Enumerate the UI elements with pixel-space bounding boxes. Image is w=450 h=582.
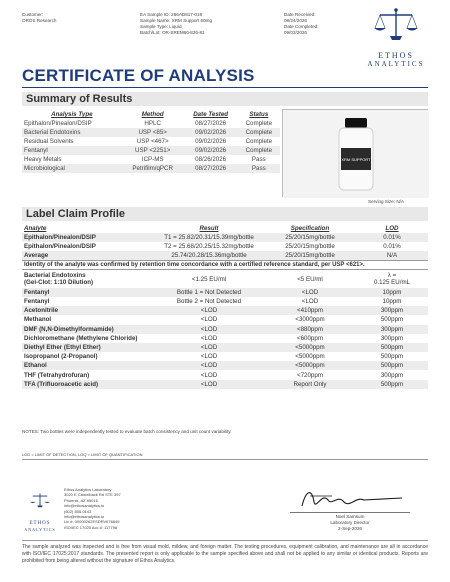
col-method: Method	[141, 111, 164, 118]
lab-iso: ISO/IEC 17025 Acc #: 117798	[64, 524, 118, 530]
cell: 25/20/15mg/bottle	[264, 233, 356, 242]
col-analyte: Analyte	[24, 225, 47, 232]
table-row	[22, 325, 428, 334]
summary-table	[22, 110, 280, 173]
cell: USP <85>	[122, 128, 184, 137]
table-row	[22, 288, 428, 297]
cell: 25/20/15mg/bottle	[264, 251, 356, 260]
cell: T1 = 25.82/20.31/15.39mg/bottle	[154, 233, 264, 242]
table-row	[22, 155, 280, 164]
cell: 300ppm	[380, 334, 404, 342]
col-date-tested: Date Tested	[193, 111, 229, 118]
cell: <880ppm	[264, 325, 356, 334]
cell: Complete	[238, 146, 280, 155]
sample-name: Sample Name: XRM Support 60mg	[140, 18, 212, 23]
identity-note: Identity of the analyte was confirmed by retention time concordance with a certified reference standard, per USP <621>.	[22, 261, 428, 270]
table-row	[22, 334, 428, 343]
lab-license: Lic #: 00000262ESDRV676649	[64, 519, 120, 525]
sample-block	[140, 12, 212, 36]
lod-note: LOD = LIMIT OF DETECTION, LOQ = LIMIT OF QUANTIFICATION	[22, 452, 143, 457]
cell: Microbiological	[22, 164, 122, 173]
scales-icon	[356, 6, 436, 46]
cell: <720ppm	[297, 371, 323, 379]
serving-size: Serving Size: N/A	[368, 199, 404, 204]
col-lod: LOD	[385, 225, 399, 232]
cell: USP <2251>	[122, 146, 184, 155]
cell: ICP-MS	[141, 156, 164, 163]
cell: <LOD	[200, 371, 218, 379]
signer-name: Noel Samsum	[335, 514, 365, 519]
cell: Acetonitrile	[22, 306, 154, 315]
cell: 300ppm	[356, 325, 428, 334]
table-row	[22, 370, 428, 379]
cell: Petrifilm/qPCR	[122, 164, 184, 173]
cell: Epithalon/Pinealon/DSIP	[22, 233, 154, 242]
lab-name: Ethos Analytics Laboratory	[64, 487, 112, 492]
cell: <LOD	[200, 316, 218, 324]
summary-heading: Summary of Results	[26, 93, 133, 105]
cell: Pass	[238, 164, 280, 173]
cell: 300ppm	[380, 371, 404, 379]
cell: Bacterial Endotoxins	[22, 128, 122, 137]
table-row	[22, 380, 428, 389]
cell: <LOD	[264, 288, 356, 297]
endotoxin-row	[22, 270, 428, 288]
table-row	[22, 242, 428, 251]
table-row	[22, 128, 280, 137]
cell: Complete	[245, 120, 273, 127]
product-photo	[282, 109, 428, 197]
logo-line2: ANALYTICS	[367, 60, 425, 68]
cell: 25.74/20.28/15.36mg/bottle	[154, 251, 264, 260]
cell: 0.01%	[356, 233, 428, 242]
endotoxin-lod-line2: 0.125 EU/mL	[373, 279, 411, 286]
disclaimer-divider	[22, 540, 428, 541]
footer-logo-line1: ETHOS	[29, 521, 51, 526]
endotoxin-lod	[356, 270, 428, 288]
cell: <LOD	[154, 343, 264, 352]
cell: THF (Tetrahydrofuran)	[24, 371, 90, 379]
endotoxin-name-line1: Bacterial Endotoxins	[24, 272, 86, 279]
page-title: CERTIFICATE OF ANALYSIS	[22, 66, 255, 85]
cell: Dichloromethane (Methylene Chloride)	[24, 334, 138, 342]
table-row	[22, 352, 428, 361]
col-status: Status	[249, 111, 269, 118]
table-row	[22, 164, 280, 173]
customer-block	[22, 12, 56, 24]
cell: Diethyl Ether (Ethyl Ether)	[22, 343, 154, 352]
cell: 25/20/15mg/bottle	[285, 243, 335, 251]
date-received-label: Date Received:	[284, 12, 316, 17]
endotoxin-lod-line1: λ =	[387, 272, 397, 279]
endotoxin-spec: <5 EU/ml	[297, 275, 323, 283]
cell: <LOD	[154, 325, 264, 334]
cell: 08/27/2026	[184, 164, 238, 173]
col-specification: Specification	[290, 225, 330, 232]
disclaimer: The sample analyzed was inspected and is free from visual mold, mildew, and foreign matter. The testing procedures, equipment calibration, and maintenance are all in accordance with ISO/IEC 17025:2017 standards. The presented report is only applicable to the sample specified above and shall not be applied to any similar or identical products. Reports are prohibited from being altered without the signature of Ethos Analytics.	[22, 544, 428, 564]
cell: <3000ppm	[295, 316, 325, 324]
table-row	[22, 251, 428, 260]
cell: 09/02/2026	[184, 146, 238, 155]
ethos-logo	[356, 6, 436, 66]
signer-block	[290, 514, 410, 532]
cell: 09/02/2026	[184, 128, 238, 137]
signature-line	[290, 512, 410, 513]
cell: 10ppm	[356, 288, 428, 297]
footer-logo	[22, 486, 58, 530]
cell: 0.01%	[383, 243, 401, 251]
cell: <5000ppm	[264, 343, 356, 352]
bottle-label: XRM SUPPORT	[341, 157, 371, 162]
cell: Complete	[245, 138, 273, 145]
signature-drawing	[292, 484, 412, 512]
customer-label: Customer:	[22, 12, 44, 17]
table-row	[22, 146, 280, 155]
logo-line1: ETHOS	[378, 51, 414, 60]
cell: Fentanyl	[22, 288, 154, 297]
date-completed: 09/02/2026	[284, 30, 307, 35]
cell: <5000ppm	[264, 361, 356, 370]
cell: Epithalon/Pinealon/DSIP	[24, 243, 96, 251]
col-result: Result	[199, 225, 219, 232]
cell: 10ppm	[382, 298, 402, 306]
cell: <LOD	[200, 353, 218, 361]
cell: Heavy Metals	[24, 156, 62, 163]
table-row	[22, 343, 428, 352]
cell: Fentanyl	[22, 146, 122, 155]
endotoxin-name	[22, 270, 154, 288]
cell: <LOD	[154, 306, 264, 315]
cell: 500ppm	[356, 361, 428, 370]
cell: 09/02/2026	[195, 138, 227, 145]
dates-block	[284, 12, 318, 36]
cell: <LOD	[200, 334, 218, 342]
customer-value: OROS Research	[22, 18, 57, 23]
cell: 08/27/2026	[195, 120, 227, 127]
signature	[292, 484, 412, 512]
cell: Methanol	[24, 316, 52, 324]
cell: T2 = 25.68/20.25/15.32mg/bottle	[164, 243, 254, 251]
title-divider	[22, 87, 428, 88]
footer-divider	[22, 459, 428, 460]
cell: <LOD	[154, 361, 264, 370]
table-row	[22, 137, 280, 146]
table-row	[22, 315, 428, 324]
cell: Epithalon/Pinealon/DSIP	[24, 120, 92, 127]
date-completed-label: Date Completed:	[284, 24, 319, 29]
table-row	[22, 297, 428, 306]
identity-note-row	[22, 261, 428, 270]
cell: <410ppm	[264, 306, 356, 315]
cell: 08/26/2026	[195, 156, 227, 163]
cell: Bottle 2 = Not Detected	[176, 298, 242, 306]
col-analysis-type: Analysis Type	[51, 111, 93, 118]
cell: Pass	[251, 156, 266, 163]
table-row	[22, 233, 428, 242]
lab-address-block	[64, 487, 121, 530]
cell: Residual Solvents	[24, 138, 74, 145]
footer-logo-line2: ANALYTICS	[24, 527, 56, 532]
footer-scales-icon	[22, 486, 58, 516]
cell: Report Only	[264, 380, 356, 389]
cell: <600ppm	[297, 334, 323, 342]
cell: 500ppm	[356, 343, 428, 352]
cell: <LOD	[154, 380, 264, 389]
cell: Bottle 1 = Not Detected	[154, 288, 264, 297]
lab-address-2: Phoenix, AZ 85016	[64, 497, 98, 503]
sample-id: EA Sample ID: 266AD817-019	[140, 12, 203, 17]
sign-date: 2-Sep-2026	[337, 526, 362, 531]
cell: 500ppm	[380, 316, 404, 324]
cell: <5000ppm	[295, 353, 325, 361]
cell: N/A	[356, 251, 428, 260]
cell: 500ppm	[356, 380, 428, 389]
cell: HPLC	[144, 120, 161, 127]
lab-address-1: 3020 E Camelback Rd STE 397	[64, 492, 121, 498]
label-claim-heading: Label Claim Profile	[26, 208, 126, 220]
cell: Complete	[238, 128, 280, 137]
bottle-image	[283, 110, 429, 198]
cell: Isopropanol (2-Propanol)	[24, 353, 98, 361]
table-row	[22, 361, 428, 370]
batch-lot: Batch/Lot: OR-SREM60-826-81	[140, 30, 205, 35]
cell: Average	[22, 251, 154, 260]
table-row	[22, 119, 280, 128]
cell: DMF (N,N-Dimethylformamide)	[22, 325, 154, 334]
lab-email[interactable]: info@ethosanalytics.io	[64, 503, 105, 509]
date-received: 08/24/2026	[284, 18, 307, 23]
cell: Fentanyl	[24, 298, 50, 306]
cell: 500ppm	[380, 353, 404, 361]
lab-web[interactable]: info@ethosanalytics.io	[64, 514, 105, 520]
cell: USP <467>	[136, 138, 169, 145]
label-claim-table	[22, 224, 428, 389]
cell: <LOD	[301, 298, 319, 306]
notes: NOTES: Two bottles were independently tested to evaluate batch consistency and unit count variability.	[22, 429, 232, 434]
sample-type: Sample Type: Liquid	[140, 24, 182, 29]
lab-phone: (602) 555-0143	[64, 508, 92, 514]
endotoxin-name-line2: (Gel-Clot: 1:10 Dilution)	[24, 279, 94, 286]
cell: TFA (Trifluoroacetic acid)	[22, 380, 154, 389]
endotoxin-result: <1.25 EU/ml	[191, 275, 227, 283]
signer-title: Laboratory Director	[330, 520, 370, 525]
cell: 300ppm	[356, 306, 428, 315]
cell: Ethanol	[22, 361, 154, 370]
table-row	[22, 306, 428, 315]
